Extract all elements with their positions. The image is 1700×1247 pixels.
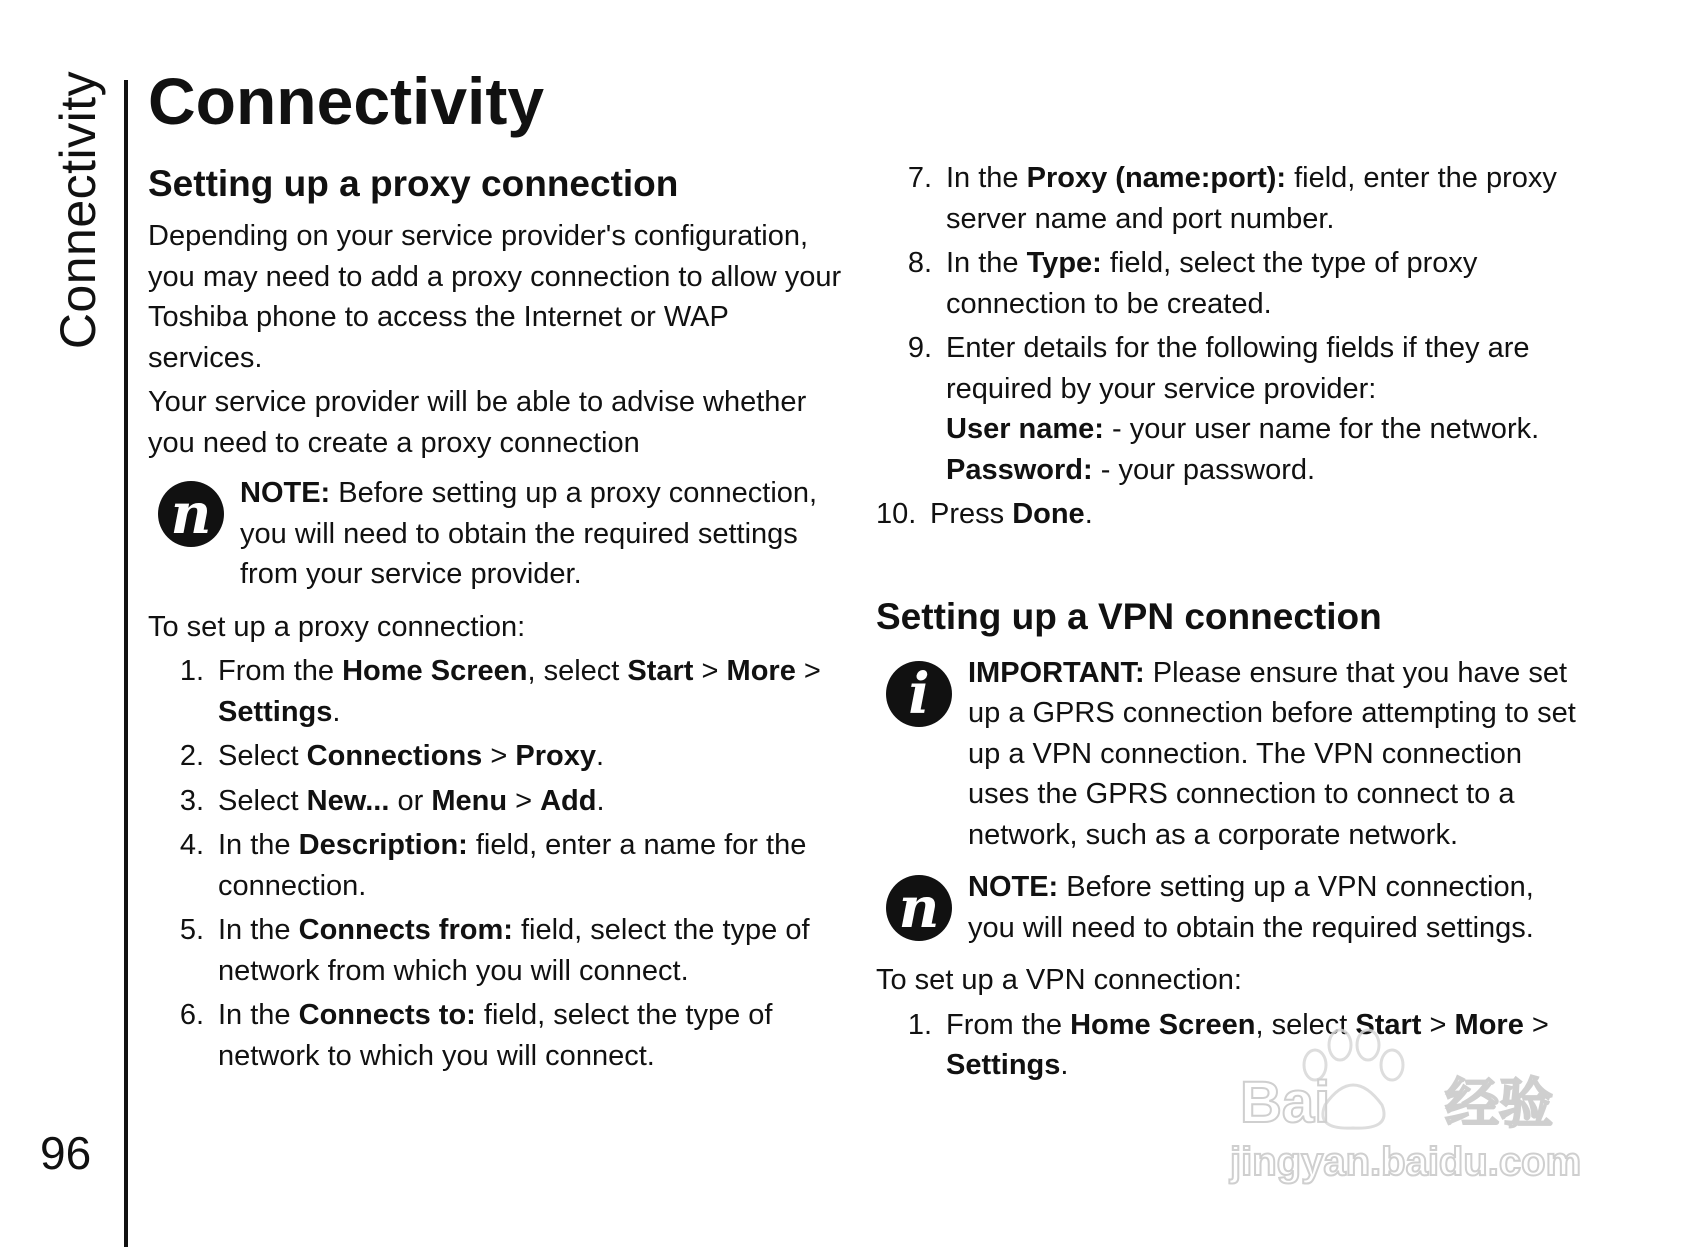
vpn-important-box xyxy=(876,653,1576,856)
step-item xyxy=(876,328,1576,490)
proxy-steps-list-continued xyxy=(876,158,1576,535)
step-text: In the xyxy=(218,914,299,946)
step-item xyxy=(876,158,1576,239)
proxy-note-body: Before setting up a proxy connection, you will need to obtain the required settings from your service provider. xyxy=(240,477,818,590)
step-text: . xyxy=(332,695,341,728)
proxy-intro-paragraph: Depending on your service provider's configuration, you may need to add a proxy connection to allow your Toshiba phone to access the Internet or WAP services. xyxy=(148,220,842,374)
step-text: > xyxy=(795,655,821,687)
step-emphasis: Menu xyxy=(431,784,508,817)
step-number: 8. xyxy=(907,247,932,279)
step-emphasis: New... xyxy=(306,784,390,817)
step-text: Select xyxy=(218,784,307,817)
step-text: , select xyxy=(1255,1008,1356,1041)
step-item xyxy=(148,781,848,822)
step-emphasis: Home Screen xyxy=(342,655,528,687)
step-body xyxy=(946,328,1576,490)
watermark-brand: Bai xyxy=(1240,1070,1331,1135)
step-text: From the xyxy=(218,655,343,687)
step-text: > xyxy=(507,784,541,817)
step-number: 7. xyxy=(907,162,932,194)
step-text: field, select the type of network to which you will connect. xyxy=(218,999,773,1072)
step-body xyxy=(218,651,848,732)
step-body xyxy=(946,158,1576,239)
step-emphasis: Settings xyxy=(946,1049,1061,1081)
step-item xyxy=(876,494,1576,535)
step-item xyxy=(148,825,848,906)
step-text: . xyxy=(596,784,605,817)
vpn-section-heading: Setting up a VPN connection xyxy=(876,595,1382,637)
step-text: . xyxy=(1084,498,1093,530)
step-text: > xyxy=(1421,1008,1455,1041)
step-body xyxy=(218,910,848,991)
proxy-note-text xyxy=(240,473,848,595)
step-emphasis: Proxy (name:port): xyxy=(1026,162,1287,194)
left-column xyxy=(148,158,848,1080)
step-text: - your password. xyxy=(1092,453,1316,486)
step-emphasis: Settings xyxy=(218,695,333,728)
step-emphasis: Start xyxy=(627,655,694,687)
step-number: 2. xyxy=(179,740,204,772)
step-emphasis: Connects to: xyxy=(298,999,476,1031)
vpn-note-body: Before setting up a VPN connection, you will need to obtain the required settings. xyxy=(968,871,1534,944)
vpn-important-label: IMPORTANT: xyxy=(968,656,1145,689)
step-emphasis: Connections xyxy=(306,740,483,772)
proxy-note-label: NOTE: xyxy=(240,477,331,509)
step-text: . xyxy=(595,740,605,772)
step-emphasis: Proxy xyxy=(515,740,596,772)
step-body xyxy=(930,494,1576,535)
step-number: 5. xyxy=(179,914,204,946)
page-number: 96 xyxy=(40,1127,92,1179)
step-emphasis: More xyxy=(1454,1008,1524,1041)
step-text: , select xyxy=(527,655,628,687)
step-text: . xyxy=(1060,1049,1069,1081)
proxy-steps-list xyxy=(148,651,848,1076)
vpn-important-body: Please ensure that you have set up a GPRS connection before attempting to set up a VPN connection. The VPN connection uses the GPRS connection to connect to a network, such as a corporate network. xyxy=(968,656,1576,851)
proxy-advice-paragraph: Your service provider will be able to advise whether you need to create a proxy connection xyxy=(148,386,807,459)
watermark-brand-suffix: 经验 xyxy=(1445,1072,1553,1135)
step-text: field, select the type of proxy connection to be created. xyxy=(946,247,1478,320)
step-emphasis: Start xyxy=(1355,1008,1422,1041)
step-emphasis: Done xyxy=(1012,498,1085,530)
step-emphasis: User name: xyxy=(946,413,1104,445)
step-item xyxy=(148,995,848,1076)
proxy-note-box xyxy=(148,473,848,595)
right-column xyxy=(876,158,1576,1090)
step-item xyxy=(148,736,848,777)
step-text: From the xyxy=(946,1008,1071,1041)
note-icon: n xyxy=(886,875,952,941)
step-text: > xyxy=(482,740,516,772)
vpn-note-box xyxy=(876,867,1576,948)
step-number: 3. xyxy=(179,784,204,817)
step-number: 9. xyxy=(907,332,932,364)
vpn-note-label: NOTE: xyxy=(968,871,1059,903)
step-text: or xyxy=(389,784,432,817)
step-number: 1. xyxy=(179,655,204,687)
step-body xyxy=(946,1005,1576,1086)
step-emphasis: Description: xyxy=(298,829,468,861)
step-text: Press xyxy=(930,498,1013,530)
step-body xyxy=(946,243,1576,324)
step-field-line xyxy=(946,409,1576,450)
step-number: 10. xyxy=(876,498,917,530)
watermark-url: jingyan.baidu.com xyxy=(1230,1140,1582,1184)
step-emphasis: Connects from: xyxy=(298,914,513,946)
step-text: - your user name for the network. xyxy=(1103,413,1540,445)
step-number: 4. xyxy=(179,829,204,861)
step-emphasis: Password: xyxy=(946,453,1093,486)
vpn-note-text xyxy=(968,867,1576,948)
step-text: Select xyxy=(218,740,307,772)
page-title: Connectivity xyxy=(148,64,545,138)
step-item xyxy=(148,910,848,991)
step-text: > xyxy=(1523,1008,1549,1041)
step-text: In the xyxy=(946,162,1027,194)
step-emphasis: More xyxy=(726,655,796,687)
side-section-label-text: Connectivity xyxy=(50,70,106,350)
note-icon: n xyxy=(158,481,224,547)
side-section-label xyxy=(50,70,106,350)
step-body xyxy=(218,781,848,822)
step-field-line xyxy=(946,450,1576,491)
step-emphasis: Type: xyxy=(1026,247,1102,279)
proxy-section-heading: Setting up a proxy connection xyxy=(148,163,679,204)
step-item xyxy=(876,1005,1576,1086)
step-text: In the xyxy=(218,829,299,861)
vpn-important-text xyxy=(968,653,1576,856)
step-text: field, enter the proxy server name and port number. xyxy=(946,162,1557,235)
step-emphasis: Add xyxy=(540,784,597,817)
step-body xyxy=(218,736,848,777)
step-text: > xyxy=(693,655,727,687)
info-icon: i xyxy=(886,661,952,727)
step-text: In the xyxy=(218,999,299,1031)
step-text: field, select the type of network from which you will connect. xyxy=(218,914,810,987)
vertical-rule xyxy=(124,80,128,1247)
proxy-steps-lead: To set up a proxy connection: xyxy=(148,610,526,643)
step-item xyxy=(876,243,1576,324)
vpn-steps-lead: To set up a VPN connection: xyxy=(876,964,1242,996)
step-text: Enter details for the following fields if they are required by your service provider: xyxy=(946,332,1530,405)
step-emphasis: Home Screen xyxy=(1070,1008,1256,1041)
step-text: In the xyxy=(946,247,1027,279)
step-text: field, enter a name for the connection. xyxy=(218,829,807,902)
step-body xyxy=(218,995,848,1076)
step-number: 1. xyxy=(907,1008,932,1041)
step-number: 6. xyxy=(179,999,204,1031)
vpn-steps-list xyxy=(876,1005,1576,1086)
step-body xyxy=(218,825,848,906)
step-item xyxy=(148,651,848,732)
